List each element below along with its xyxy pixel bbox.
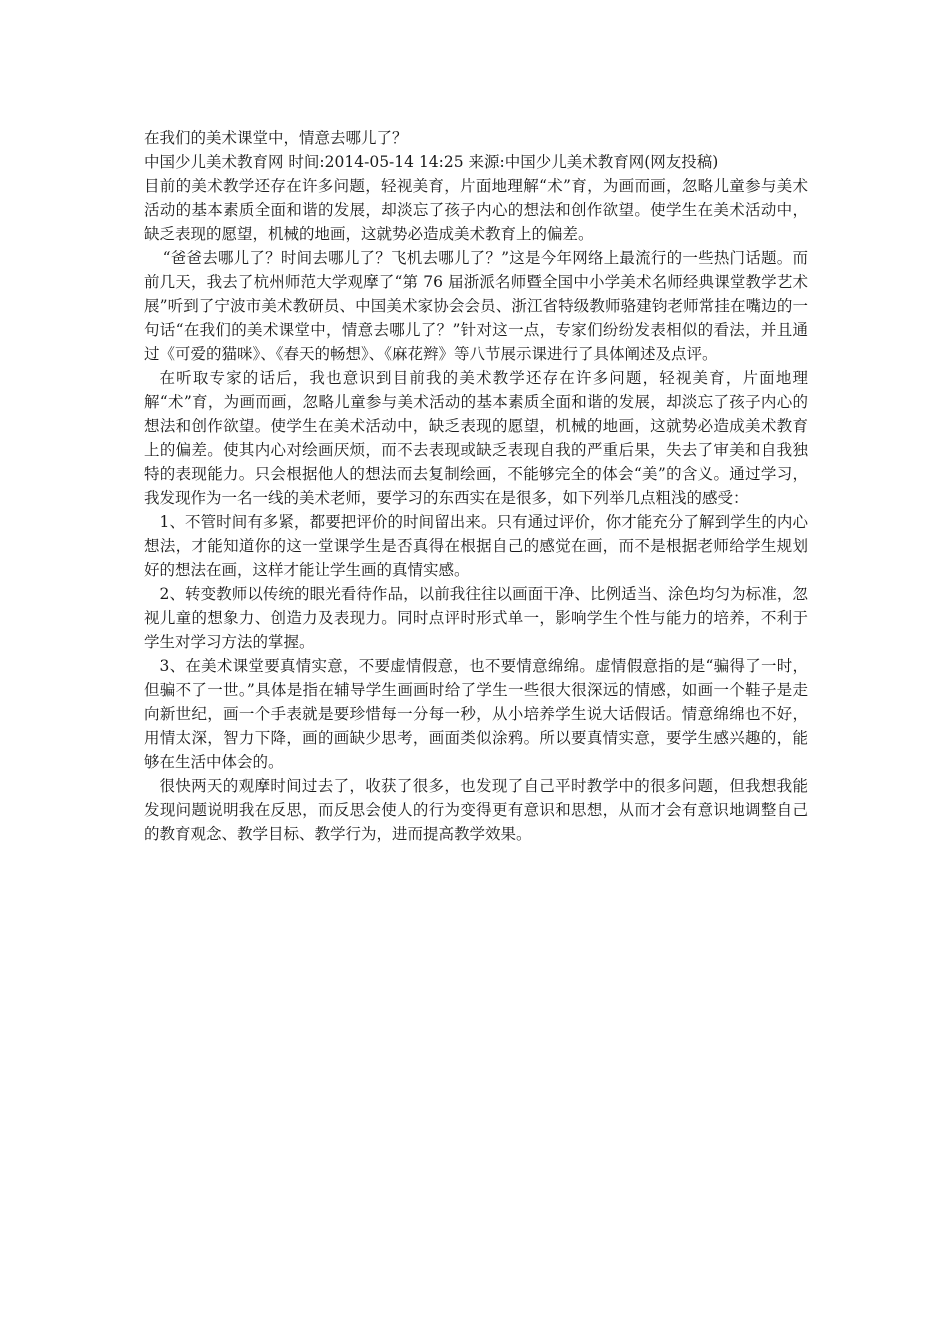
paragraph-point-3: 3、在美术课堂要真情实意，不要虚情假意，也不要情意绵绵。虚情假意指的是“骗得了一时，但骗不了一世。”具体是指在辅导学生画画时给了学生一些很大很深远的情感，如画一个鞋子是走向新世纪，画一个手表就是要珍惜每一分每一秒，从小培养学生说大话假话。情意绵绵也不好，用情太深，智力下降，画的画缺少思考，画面类似涂鸦。所以要真情实意，要学生感兴趣的，能够在生活中体会的。 bbox=[144, 657, 808, 771]
paragraph-reflection: 在听取专家的话后，我也意识到目前我的美术教学还存在许多问题，轻视美育，片面地理解“术”育，为画而画，忽略儿童参与美术活动的基本素质全面和谐的发展，却淡忘了孩子内心的想法和创作欲望。使学生在美术活动中，缺乏表现的愿望，机械的地画，这就势必造成美术教育上的偏差。使其内心对绘画厌烦，而不去表现或缺乏表现自我的严重后果，失去了审美和自我独特的表现能力。只会根据他人的想法而去复制绘画，不能够完全的体会“美”的含义。通过学习，我发现作为一名一线的美术老师，要学习的东西实在是很多，如下列举几点粗浅的感受： bbox=[144, 369, 808, 507]
paragraph-point-1: 1、不管时间有多紧，都要把评价的时间留出来。只有通过评价，你才能充分了解到学生的内心想法，才能知道你的这一堂课学生是否真得在根据自己的感觉在画，而不是根据老师给学生规划好的想法在画，这样才能让学生画的真情实感。 bbox=[144, 513, 808, 579]
paragraph-point-2: 2、转变教师以传统的眼光看待作品，以前我往往以画面干净、比例适当、涂色均匀为标准，忽视儿童的想象力、创造力及表现力。同时点评时形式单一，影响学生个性与能力的培养，不利于学生对学习方法的掌握。 bbox=[144, 585, 808, 651]
document-meta: 中国少儿美术教育网 时间:2014-05-14 14:25 来源:中国少儿美术教育网(网友投稿) bbox=[144, 153, 719, 171]
paragraph-intro: 目前的美术教学还存在许多问题，轻视美育，片面地理解“术”育，为画而画，忽略儿童参与美术活动的基本素质全面和谐的发展，却淡忘了孩子内心的想法和创作欲望。使学生在美术活动中，缺乏表现的愿望，机械的地画，这就势必造成美术教育上的偏差。 bbox=[144, 177, 808, 243]
paragraph-conclusion: 很快两天的观摩时间过去了，收获了很多，也发现了自己平时教学中的很多问题，但我想我能发现问题说明我在反思，而反思会使人的行为变得更有意识和思想，从而才会有意识地调整自己的教育观念、教学目标、教学行为，进而提高教学效果。 bbox=[144, 777, 808, 843]
paragraph-background: “爸爸去哪儿了？时间去哪儿了？飞机去哪儿了？”这是今年网络上最流行的一些热门话题。而前几天，我去了杭州师范大学观摩了“第 76 届浙派名师暨全国中小学美术名师经典课堂教学艺术展”听到了宁波市美术教研员、中国美术家协会会员、浙江省特级教师骆建钧老师常挂在嘴边的一句话“在我们的美术课堂中，情意去哪儿了？”针对这一点，专家们纷纷发表相似的看法，并且通过《可爱的猫咪》、《春天的畅想》、《麻花辫》等八节展示课进行了具体阐述及点评。 bbox=[144, 249, 808, 363]
document-body bbox=[144, 126, 808, 846]
document-title: 在我们的美术课堂中，情意去哪儿了？ bbox=[144, 129, 408, 147]
